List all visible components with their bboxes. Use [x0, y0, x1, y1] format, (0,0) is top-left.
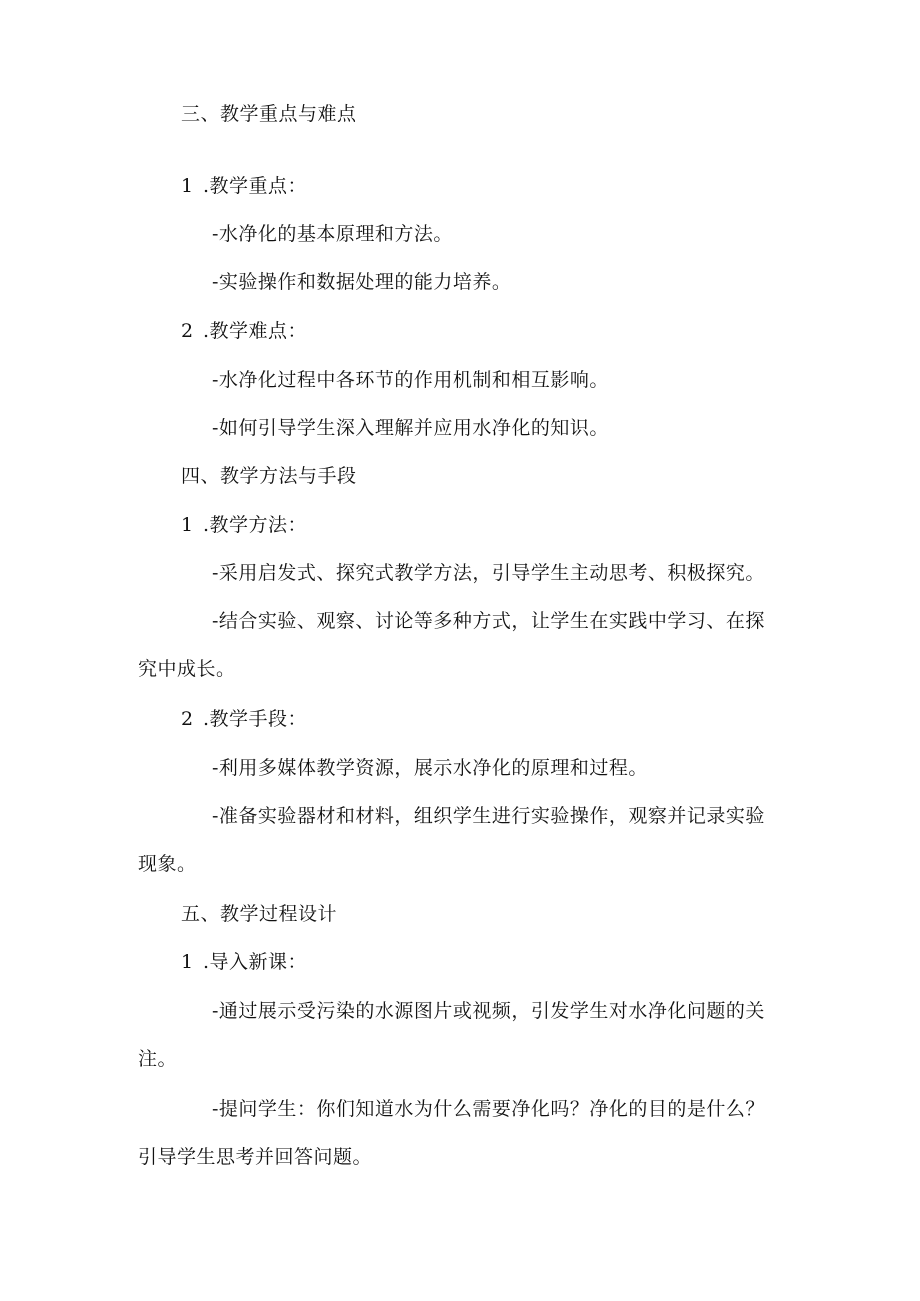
item-label: .教学手段： [203, 708, 308, 730]
item-label: .导入新课： [203, 951, 308, 973]
bullet-text: -通过展示受污染的水源图片或视频，引发学生对水净化问题的关 [212, 1000, 765, 1022]
section-heading-3: 三、教学重点与难点 [181, 103, 357, 125]
section-heading-5: 五、教学过程设计 [181, 903, 338, 925]
bullet-text: -结合实验、观察、讨论等多种方式，让学生在实践中学习、在探 [212, 610, 765, 632]
continuation-text: 注。 [138, 1048, 178, 1070]
continuation-text: 引导学生思考并回答问题。 [138, 1146, 373, 1168]
section-heading-4: 四、教学方法与手段 [181, 465, 357, 487]
item-number: 1 [181, 514, 194, 536]
item-label: .教学重点： [203, 175, 308, 197]
continuation-text: 究中成长。 [138, 658, 236, 680]
item-label: .教学难点： [203, 320, 308, 342]
bullet-text: -提问学生：你们知道水为什么需要净化吗？净化的目的是什么？ [212, 1098, 765, 1120]
item-label: .教学方法： [203, 514, 308, 536]
numbered-item-4-2 [181, 707, 307, 731]
bullet-text: -水净化的基本原理和方法。 [212, 223, 453, 245]
bullet-text: -水净化过程中各环节的作用机制和相互影响。 [212, 369, 609, 391]
continuation-text: 现象。 [138, 853, 197, 875]
numbered-item-4-1 [181, 513, 307, 537]
bullet-text: -如何引导学生深入理解并应用水净化的知识。 [212, 417, 609, 439]
bullet-text: -实验操作和数据处理的能力培养。 [212, 271, 512, 293]
item-number: 2 [181, 320, 194, 342]
bullet-text: -采用启发式、探究式教学方法，引导学生主动思考、积极探究。 [212, 562, 765, 584]
item-number: 1 [181, 175, 194, 197]
numbered-item-3-2 [181, 319, 307, 343]
numbered-item-3-1 [181, 174, 307, 198]
numbered-item-5-1 [181, 950, 307, 974]
bullet-text: -利用多媒体教学资源，展示水净化的原理和过程。 [212, 757, 648, 779]
item-number: 2 [181, 708, 194, 730]
bullet-text: -准备实验器材和材料，组织学生进行实验操作，观察并记录实验 [212, 805, 765, 827]
item-number: 1 [181, 951, 194, 973]
